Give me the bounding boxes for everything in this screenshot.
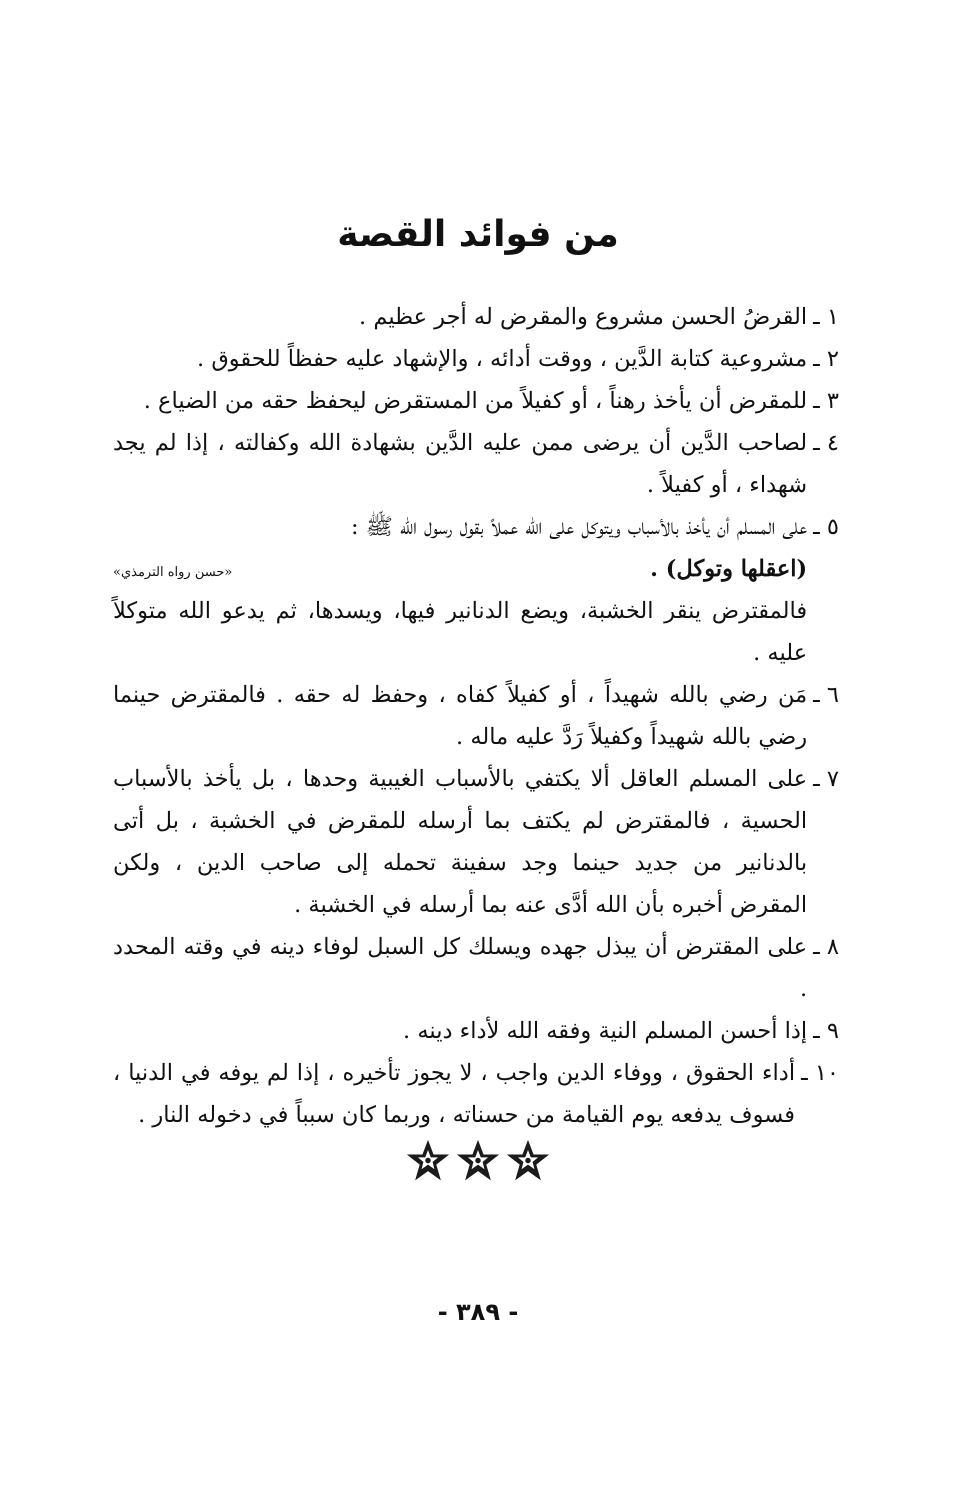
item-number: ٧ ـ (813, 766, 839, 792)
page-title: من فوائد القصة (337, 214, 619, 255)
star-icon (505, 1138, 551, 1184)
item-text: القرضُ الحسن مشروع والمقرض له أجر عظيم . (359, 304, 808, 330)
item-text: لصاحب الدَّين أن يرضى ممن عليه الدَّين بشهادة الله وكفالته ، إذا لم يجد شهداء ، أو كفيلاً . (113, 430, 808, 498)
item-text: على المقترض أن يبذل جهده ويسلك كل السبل لوفاء دينه في وقته المحدد . (113, 934, 808, 1002)
item-number: ٤ ـ (813, 430, 839, 456)
list-item (113, 674, 839, 758)
list-item (113, 1052, 839, 1136)
item-body (113, 506, 807, 674)
list-item (113, 1010, 839, 1052)
item-text: إذا أحسن المسلم النية وفقه الله لأداء دينه . (403, 1018, 808, 1044)
item-text: مشروعية كتابة الدَّين ، ووقت أدائه ، والإشهاد عليه حفظاً للحقوق . (197, 346, 808, 372)
star-icon (455, 1138, 501, 1184)
item-number: ١٠ ـ (801, 1060, 839, 1086)
list-item (113, 296, 839, 338)
item-text: للمقرض أن يأخذ رهناً ، أو كفيلاً من المستقرض ليحفظ حقه من الضياع . (143, 388, 808, 414)
item-text: على المسلم العاقل ألا يكتفي بالأسباب الغيبية وحدها ، بل يأخذ بالأسباب الحسية ، فالمقترض لم يكتف بما أرسله للمقرض في الخشبة ، بل أتى بالدنانير من جديد حينما وجد سفينة تحمله إلى صاحب الدين ، ولكن المقرض أخبره بأن الله أدَّى عنه بما أرسله في الخشبة . (113, 766, 808, 918)
item-number: ٩ ـ (813, 1018, 839, 1044)
item-number: ١ ـ (813, 304, 839, 330)
list-item (113, 926, 839, 1010)
list-item (113, 506, 839, 674)
section-ornament (0, 1138, 956, 1184)
item-explanation: فالمقترض ينقر الخشبة، ويضع الدنانير فيها، ويسدها، ثم يدعو الله متوكلاً عليه . (113, 598, 808, 666)
hadith-line (113, 548, 807, 590)
list-item (113, 422, 839, 506)
item-text: أداء الحقوق ، ووفاء الدين واجب ، لا يجوز تأخيره ، إذا لم يوفه في الدنيا ، فسوف يدفعه يوم القيامة من حسناته ، وربما كان سبباً في دخوله النار . (113, 1060, 796, 1128)
item-text: مَن رضي بالله شهيداً ، أو كفيلاً كفاه ، وحفظ له حقه . فالمقترض حينما رضي بالله شهيداً وكفيلاً رَدَّ عليه ماله . (113, 682, 808, 750)
benefits-list (113, 296, 839, 1136)
list-item (113, 758, 839, 926)
page-number: - ٣٨٩ - (437, 1298, 519, 1326)
item-text: على المسلم أن يأخذ بالأسباب ويتوكل على الله عملاً بقول رسول الله ﷺ : (350, 514, 808, 540)
list-item (113, 338, 839, 380)
item-number: ٥ ـ (813, 514, 839, 540)
item-number: ٦ ـ (813, 682, 839, 708)
hadith-quote: (اعقلها وتوكل) . (650, 556, 808, 582)
star-icon (405, 1138, 451, 1184)
item-number: ٢ ـ (813, 346, 839, 372)
item-number: ٣ ـ (813, 388, 839, 414)
list-item (113, 380, 839, 422)
item-number: ٨ ـ (813, 934, 839, 960)
hadith-source: «حسن رواه الترمذي» (113, 565, 233, 580)
